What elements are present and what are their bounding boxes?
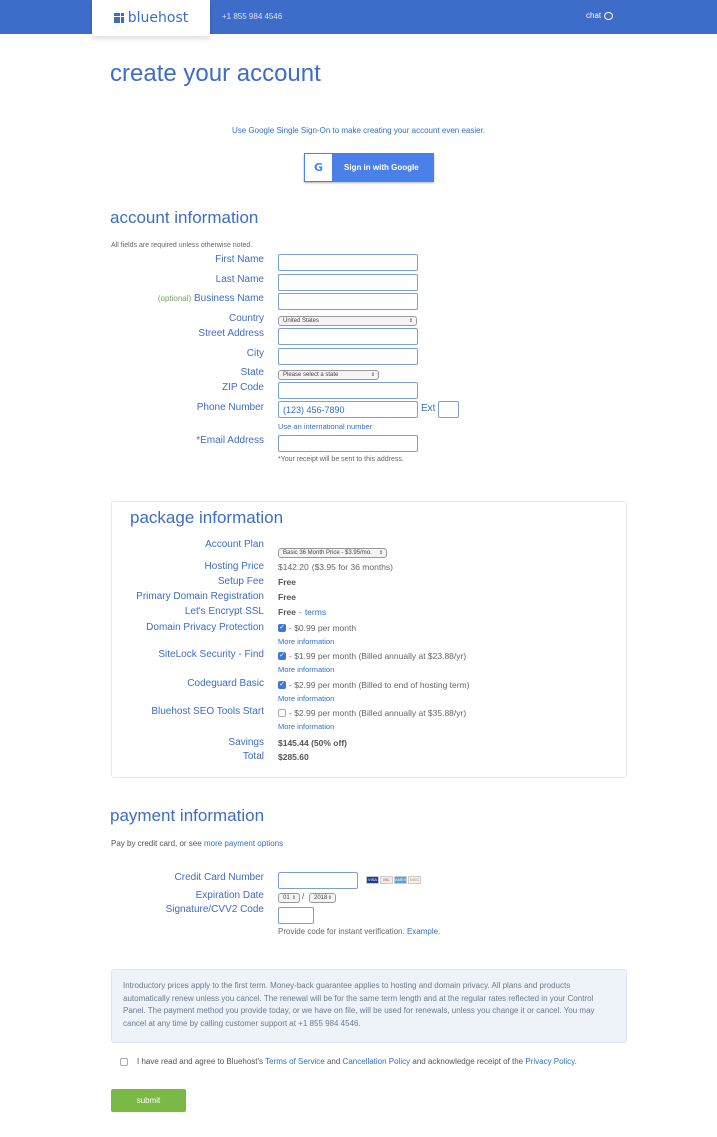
first-name-input[interactable] xyxy=(278,254,418,271)
state-label: State xyxy=(240,367,264,378)
country-label: Country xyxy=(228,313,264,324)
sitelock-value: ✓ - $1.99 per month (Billed annually at $23.88/yr) xyxy=(279,651,467,661)
exp-year-select[interactable]: 2018 ⇕ xyxy=(309,893,336,903)
sitelock-checkbox[interactable]: ✓ xyxy=(279,652,285,659)
privacy-policy-link[interactable]: Privacy Policy xyxy=(525,1057,575,1066)
agree-checkbox[interactable] xyxy=(120,1058,128,1066)
city-label: City xyxy=(246,348,264,359)
card-number-input[interactable] xyxy=(278,872,358,889)
sitelock-more-info-link[interactable]: More information xyxy=(278,665,335,674)
seo-tools-label: Bluehost SEO Tools Start xyxy=(151,706,264,717)
hosting-price-label: Hosting Price xyxy=(204,561,264,572)
header-phone[interactable]: +1 855 984 4546 xyxy=(222,12,283,21)
privacy-more-info-link[interactable]: More information xyxy=(278,637,335,646)
seo-more-info-link[interactable]: More information xyxy=(278,722,335,731)
select-arrow-icon: ⇕ xyxy=(370,372,375,378)
hosting-price-value: $142.20 ($3.95 for 36 months) xyxy=(278,562,393,572)
privacy-value: ✓ - $0.99 per month xyxy=(279,623,357,633)
street-address-label: Street Address xyxy=(198,328,264,339)
package-panel xyxy=(111,501,627,778)
account-section-title: account information xyxy=(110,208,259,227)
submit-button[interactable]: submit xyxy=(111,1089,186,1112)
ssl-terms-link[interactable]: terms xyxy=(304,607,327,617)
first-name-label: First Name xyxy=(215,254,264,265)
brand-name: bluehost xyxy=(127,10,189,26)
select-arrow-icon: ⇕ xyxy=(378,550,383,556)
country-select[interactable]: United States ⇕ xyxy=(278,316,417,326)
card-number-label: Credit Card Number xyxy=(174,872,264,883)
ssl-label: Let's Encrypt SSL xyxy=(184,606,264,617)
city-input[interactable] xyxy=(278,348,418,365)
sitelock-label: SiteLock Security - Find xyxy=(158,649,264,660)
domain-registration-value: Free xyxy=(278,592,296,602)
savings-value: $145.44 (50% off) xyxy=(278,738,347,748)
codeguard-more-info-link[interactable]: More information xyxy=(278,694,335,703)
last-name-input[interactable] xyxy=(278,274,418,291)
ssl-value: Free - terms xyxy=(278,607,327,617)
business-name-label: (optional) Business Name xyxy=(157,293,264,304)
privacy-checkbox[interactable]: ✓ xyxy=(279,624,285,631)
expiration-label: Expiration Date xyxy=(195,890,264,901)
card-logos xyxy=(366,876,422,884)
account-plan-select[interactable]: Basic 36 Month Price - $3.95/mo. ⇕ xyxy=(278,548,387,558)
ext-label: Ext xyxy=(421,403,436,414)
terms-of-service-link[interactable]: Terms of Service xyxy=(265,1057,325,1066)
account-plan-label: Account Plan xyxy=(205,539,264,550)
international-number-link[interactable]: Use an international number xyxy=(278,422,373,431)
street-address-input[interactable] xyxy=(278,328,418,345)
setup-fee-label: Setup Fee xyxy=(217,576,264,587)
codeguard-checkbox[interactable]: ✓ xyxy=(279,681,285,688)
bluehost-logo[interactable] xyxy=(92,0,210,36)
setup-fee-value: Free xyxy=(278,577,296,587)
email-input[interactable] xyxy=(278,435,418,452)
select-arrow-icon: ⇕ xyxy=(291,895,296,901)
cvv-example-link[interactable]: Example. xyxy=(406,927,441,936)
optional-tag: (optional) xyxy=(157,294,192,303)
more-payment-options-link[interactable]: more payment options xyxy=(203,839,284,848)
ext-input[interactable] xyxy=(438,401,459,418)
select-arrow-icon: ⇕ xyxy=(408,318,413,324)
zip-input[interactable] xyxy=(278,382,418,399)
payment-note: Pay by credit card, or see more payment options xyxy=(111,839,284,848)
chat-label: chat xyxy=(586,11,602,20)
agree-row xyxy=(120,1057,577,1066)
phone-label: Phone Number xyxy=(196,402,264,413)
payment-section-title: payment information xyxy=(110,806,265,825)
codeguard-value: ✓ - $2.99 per month (Billed to end of hosting term) xyxy=(279,680,470,690)
google-sign-in-label: Sign in with Google xyxy=(344,163,419,172)
privacy-label: Domain Privacy Protection xyxy=(146,622,264,633)
amex-icon: AMEX xyxy=(395,877,407,882)
agree-text: I have read and agree to Bluehost's Terms of Service and Cancellation Policy and acknowledge receipt of the Privacy Policy. xyxy=(137,1057,577,1066)
codeguard-label: Codeguard Basic xyxy=(187,678,264,689)
business-name-input[interactable] xyxy=(278,293,418,310)
google-sign-in-button[interactable] xyxy=(304,153,434,182)
total-value: $285.60 xyxy=(278,752,309,762)
google-icon: G xyxy=(305,154,332,181)
exp-separator: / xyxy=(302,892,305,901)
select-arrow-icon: ⇕ xyxy=(327,895,332,901)
discover-icon: DISC xyxy=(409,877,420,882)
state-select[interactable]: Please select a state ⇕ xyxy=(278,370,379,380)
phone-input[interactable] xyxy=(278,401,418,418)
cvv-label: Signature/CVV2 Code xyxy=(165,904,264,915)
mastercard-icon: MC xyxy=(380,876,393,884)
page-title: create your account xyxy=(110,60,321,87)
chat-link[interactable] xyxy=(586,11,613,20)
email-note: *Your receipt will be sent to this address. xyxy=(278,456,404,463)
zip-label: ZIP Code xyxy=(221,382,264,393)
required-note: All fields are required unless otherwise noted. xyxy=(111,242,253,249)
total-label: Total xyxy=(242,751,264,762)
seo-tools-checkbox[interactable] xyxy=(278,709,286,717)
exp-month-select[interactable]: 01 ⇕ xyxy=(278,893,300,903)
visa-icon: VISA xyxy=(367,877,378,882)
cvv-note: Provide code for instant verification. Example. xyxy=(278,927,441,936)
chat-bubble-icon xyxy=(604,12,613,20)
savings-label: Savings xyxy=(228,737,264,748)
package-section-title: package information xyxy=(130,508,284,527)
email-label: *Email Address xyxy=(196,435,264,446)
legal-notice: Introductory prices apply to the first term. Money-back guarantee applies to hosting and domain privacy. All plans and products automatically renew unless you cancel. The renewal will be for the same term length and at the regular rates reflected in your Control Panel. The payment method you provide today, or we have on file, will be used for renewals, unless you change it or cancel. You may cancel at any time by calling customer support at +1 855 984 4546. xyxy=(111,969,627,1043)
last-name-label: Last Name xyxy=(215,274,264,285)
domain-registration-label: Primary Domain Registration xyxy=(136,591,264,602)
cvv-input[interactable] xyxy=(278,907,314,924)
sso-text: Use Google Single Sign-On to make creating your account even easier. xyxy=(231,126,486,135)
cancellation-policy-link[interactable]: Cancellation Policy xyxy=(342,1057,411,1066)
seo-tools-value: - $2.99 per month (Billed annually at $35.88/yr) xyxy=(278,708,466,718)
grid-logo-icon xyxy=(114,13,124,23)
